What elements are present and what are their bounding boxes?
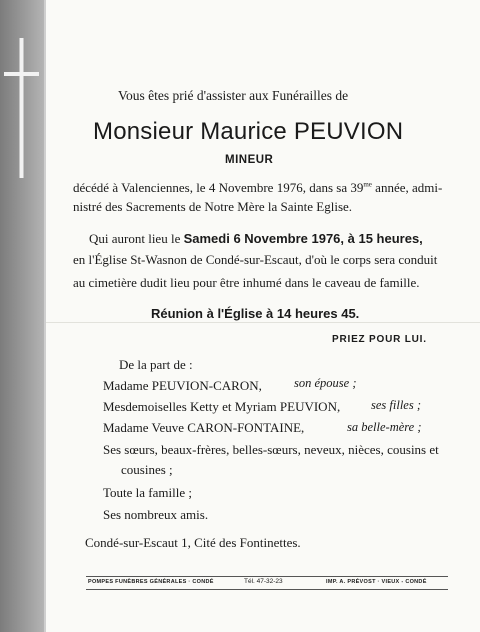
death-notice-line-1	[73, 180, 442, 196]
deceased-first-name: Maurice	[200, 118, 287, 145]
deceased-title: Monsieur	[93, 118, 194, 145]
cross-icon	[0, 38, 44, 178]
relatives-line-1: Ses sœurs, beaux-frères, belles-sœurs, neveux, nièces, cousins et	[103, 442, 439, 457]
deceased-profession: MINEUR	[225, 154, 274, 166]
prayer-line: PRIEZ POUR LUI.	[332, 334, 427, 345]
death-notice-line-2: nistré des Sacrements de Notre Mère la Sainte Eglise.	[73, 199, 353, 214]
footer-rule-bottom	[86, 589, 448, 590]
family-member-1-name: Madame PEUVION-CARON,	[103, 378, 262, 393]
family-intro: De la part de :	[119, 357, 193, 372]
ceremony-line-3: au cimetière dudit lieu pour être inhumé dans le caveau de famille.	[73, 275, 420, 290]
death-notice-text: décédé à Valenciennes, le 4 Novembre 1976, dans sa 39	[73, 180, 364, 195]
address-line: Condé-sur-Escaut 1, Cité des Fontinettes.	[85, 535, 301, 550]
relatives-line-2: cousines ;	[121, 462, 173, 477]
border-divider	[44, 0, 46, 632]
footer-printer: IMP. A. PRÉVOST · VIEUX - CONDÉ	[326, 579, 427, 585]
meeting-line: Réunion à l'Église à 14 heures 45.	[151, 306, 360, 321]
family-member-3-relation: sa belle-mère ;	[347, 420, 422, 434]
deceased-last-name: PEUVION	[293, 118, 404, 145]
ceremony-datetime: Samedi 6 Novembre 1976, à 15 heures,	[183, 231, 423, 246]
family-member-1-relation: son épouse ;	[294, 376, 357, 390]
family-member-2-relation: ses filles ;	[371, 398, 421, 412]
footer-funeral-service: POMPES FUNÈBRES GÉNÉRALES · CONDÉ	[88, 579, 214, 585]
family-member-3-name: Madame Veuve CARON-FONTAINE,	[103, 420, 305, 435]
paper-fold-line	[46, 322, 480, 323]
death-notice-text-end: année, admi-	[371, 180, 443, 195]
invitation-line: Vous êtes prié d'assister aux Funérailles de	[118, 88, 349, 103]
family-member-2-name: Mesdemoiselles Ketty et Myriam PEUVION,	[103, 399, 341, 414]
friends-line: Ses nombreux amis.	[103, 507, 209, 522]
deceased-name	[93, 118, 403, 146]
ceremony-line-2: en l'Église St-Wasnon de Condé-sur-Escaut, d'où le corps sera conduit	[73, 252, 438, 267]
ceremony-intro: Qui auront lieu le	[89, 231, 184, 246]
ceremony-line-1	[89, 231, 423, 247]
ordinal-suffix: me	[363, 180, 372, 189]
all-family-line: Toute la famille ;	[103, 485, 192, 500]
footer-phone: Tél. 47-32-23	[244, 578, 283, 585]
footer-rule-top	[86, 576, 448, 577]
mourning-border-band	[0, 0, 44, 632]
